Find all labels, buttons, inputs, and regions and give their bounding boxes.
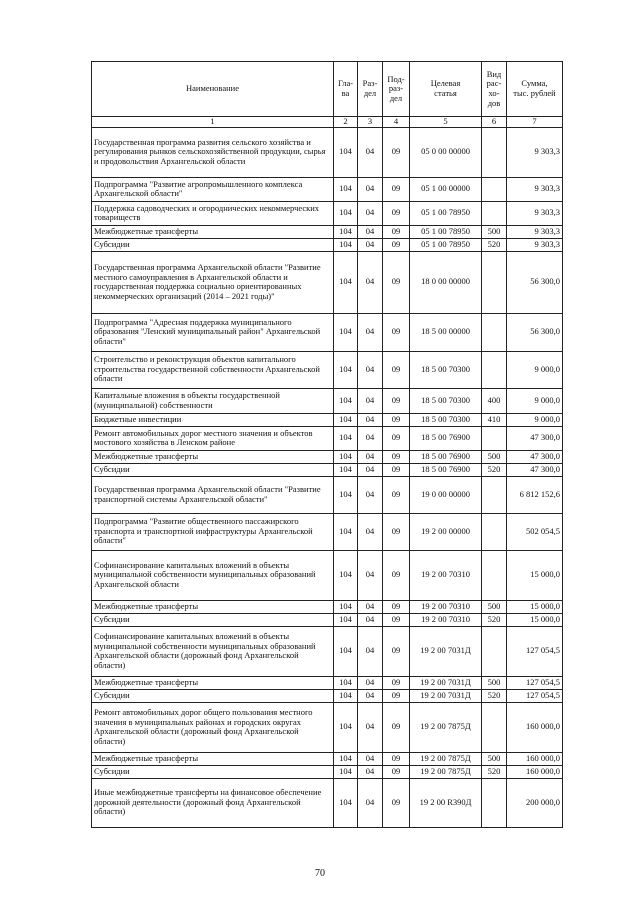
row-name: Межбюджетные трансферты <box>92 600 334 613</box>
row-expense-type: 500 <box>482 450 507 463</box>
row-section: 04 <box>358 676 383 689</box>
row-chapter: 104 <box>334 225 358 238</box>
row-target: 19 2 00 7875Д <box>410 765 482 778</box>
row-amount: 6 812 152,6 <box>507 476 563 513</box>
row-target: 05 0 00 00000 <box>410 127 482 177</box>
row-expense-type <box>482 426 507 450</box>
table-row <box>92 550 563 600</box>
row-subsection: 09 <box>383 426 410 450</box>
row-target: 18 5 00 70300 <box>410 388 482 413</box>
row-target: 19 2 00 7031Д <box>410 689 482 702</box>
row-subsection: 09 <box>383 513 410 550</box>
row-target: 19 2 00 7031Д <box>410 676 482 689</box>
table-row <box>92 450 563 463</box>
row-target: 05 1 00 00000 <box>410 177 482 201</box>
column-number: 6 <box>482 117 507 128</box>
row-amount: 160 000,0 <box>507 752 563 765</box>
row-section: 04 <box>358 313 383 351</box>
column-number: 3 <box>358 117 383 128</box>
table-row <box>92 127 563 177</box>
row-expense-type: 520 <box>482 689 507 702</box>
row-name: Строительство и реконструкция объектов капитального строительства государственной собственности Архангельской области <box>92 351 334 388</box>
row-section: 04 <box>358 388 383 413</box>
header-amount: Сумма, тыс. рублей <box>507 62 563 117</box>
row-subsection: 09 <box>383 752 410 765</box>
table-row <box>92 201 563 225</box>
row-chapter: 104 <box>334 752 358 765</box>
column-number: 5 <box>410 117 482 128</box>
table-row <box>92 238 563 251</box>
row-name: Субсидии <box>92 463 334 476</box>
header-name: Наименование <box>92 62 334 117</box>
row-target: 18 5 00 76900 <box>410 463 482 476</box>
row-amount: 9 303,3 <box>507 238 563 251</box>
row-section: 04 <box>358 238 383 251</box>
row-name: Капитальные вложения в объекты государственной (муниципальной) собственности <box>92 388 334 413</box>
row-section: 04 <box>358 626 383 676</box>
row-expense-type <box>482 476 507 513</box>
row-expense-type <box>482 251 507 313</box>
row-chapter: 104 <box>334 600 358 613</box>
row-section: 04 <box>358 550 383 600</box>
row-target: 19 2 00 7875Д <box>410 702 482 752</box>
row-section: 04 <box>358 778 383 827</box>
table-row <box>92 177 563 201</box>
row-name: Софинансирование капитальных вложений в объекты муниципальной собственности муниципальных образований Архангельской области <box>92 550 334 600</box>
table-row <box>92 463 563 476</box>
row-expense-type: 400 <box>482 388 507 413</box>
header-expense-type: Вид рас- хо- дов <box>482 62 507 117</box>
row-chapter: 104 <box>334 513 358 550</box>
row-target: 18 5 00 76900 <box>410 450 482 463</box>
row-target: 05 1 00 78950 <box>410 225 482 238</box>
row-subsection: 09 <box>383 702 410 752</box>
column-number: 2 <box>334 117 358 128</box>
row-name: Поддержка садоводческих и огороднических некоммерческих товариществ <box>92 201 334 225</box>
row-name: Иные межбюджетные трансферты на финансовое обеспечение дорожной деятельности (дорожный фонд Архангельской области) <box>92 778 334 827</box>
row-name: Межбюджетные трансферты <box>92 225 334 238</box>
row-chapter: 104 <box>334 463 358 476</box>
row-target: 19 2 00 7031Д <box>410 626 482 676</box>
row-amount: 9 303,3 <box>507 225 563 238</box>
row-amount: 502 054,5 <box>507 513 563 550</box>
table-row <box>92 702 563 752</box>
row-chapter: 104 <box>334 765 358 778</box>
row-expense-type <box>482 351 507 388</box>
page-number: 70 <box>315 868 325 879</box>
row-name: Ремонт автомобильных дорог общего пользования местного значения в муниципальных районах и городских округах Архангельской области (дорожный фонд Архангельской области) <box>92 702 334 752</box>
row-chapter: 104 <box>334 689 358 702</box>
row-subsection: 09 <box>383 225 410 238</box>
row-subsection: 09 <box>383 676 410 689</box>
row-amount: 15 000,0 <box>507 550 563 600</box>
row-section: 04 <box>358 765 383 778</box>
row-target: 19 2 00 00000 <box>410 513 482 550</box>
row-subsection: 09 <box>383 600 410 613</box>
row-name: Межбюджетные трансферты <box>92 752 334 765</box>
row-name: Субсидии <box>92 689 334 702</box>
row-amount: 127 054,5 <box>507 626 563 676</box>
row-section: 04 <box>358 476 383 513</box>
row-name: Подпрограмма "Адресная поддержка муниципального образования "Ленский муниципальный район" Архангельской области" <box>92 313 334 351</box>
row-subsection: 09 <box>383 550 410 600</box>
row-target: 05 1 00 78950 <box>410 201 482 225</box>
row-expense-type: 410 <box>482 413 507 426</box>
row-subsection: 09 <box>383 388 410 413</box>
column-number: 1 <box>92 117 334 128</box>
row-expense-type: 500 <box>482 752 507 765</box>
row-section: 04 <box>358 351 383 388</box>
row-section: 04 <box>358 225 383 238</box>
row-name: Государственная программа Архангельской области "Развитие местного самоуправления в Архангельской области и государственная поддержка социально ориентированных некоммерческих организаций (2014 – 2021 годы)" <box>92 251 334 313</box>
row-subsection: 09 <box>383 238 410 251</box>
column-number-row <box>92 117 563 128</box>
row-chapter: 104 <box>334 238 358 251</box>
table-row <box>92 388 563 413</box>
row-chapter: 104 <box>334 476 358 513</box>
row-expense-type: 500 <box>482 225 507 238</box>
row-amount: 9 000,0 <box>507 351 563 388</box>
header-section: Раз- дел <box>358 62 383 117</box>
column-number: 4 <box>383 117 410 128</box>
row-target: 18 5 00 76900 <box>410 426 482 450</box>
row-name: Межбюджетные трансферты <box>92 676 334 689</box>
row-subsection: 09 <box>383 765 410 778</box>
budget-table <box>91 61 563 828</box>
row-chapter: 104 <box>334 388 358 413</box>
row-amount: 160 000,0 <box>507 702 563 752</box>
row-name: Подпрограмма "Развитие агропромышленного комплекса Архангельской области" <box>92 177 334 201</box>
row-expense-type <box>482 702 507 752</box>
row-target: 18 5 00 70300 <box>410 413 482 426</box>
row-section: 04 <box>358 463 383 476</box>
row-subsection: 09 <box>383 313 410 351</box>
row-expense-type <box>482 177 507 201</box>
row-subsection: 09 <box>383 778 410 827</box>
row-chapter: 104 <box>334 626 358 676</box>
table-row <box>92 626 563 676</box>
row-amount: 47 300,0 <box>507 450 563 463</box>
row-name: Субсидии <box>92 613 334 626</box>
row-section: 04 <box>358 413 383 426</box>
row-name: Подпрограмма "Развитие общественного пассажирского транспорта и транспортной инфраструктуры Архангельской области" <box>92 513 334 550</box>
row-target: 19 0 00 00000 <box>410 476 482 513</box>
row-chapter: 104 <box>334 426 358 450</box>
table-row <box>92 413 563 426</box>
row-target: 19 2 00 70310 <box>410 600 482 613</box>
row-name: Государственная программа развития сельского хозяйства и регулирования рынков сельскохозяйственной продукции, сырья и продовольствия Архангельской области <box>92 127 334 177</box>
row-target: 19 2 00 7875Д <box>410 752 482 765</box>
table-row <box>92 251 563 313</box>
row-amount: 9 303,3 <box>507 201 563 225</box>
row-target: 18 0 00 00000 <box>410 251 482 313</box>
table-body <box>92 127 563 827</box>
header-chapter: Гла- ва <box>334 62 358 117</box>
row-section: 04 <box>358 600 383 613</box>
row-section: 04 <box>358 752 383 765</box>
table-row <box>92 476 563 513</box>
row-amount: 200 000,0 <box>507 778 563 827</box>
table-row <box>92 613 563 626</box>
row-chapter: 104 <box>334 702 358 752</box>
row-amount: 56 300,0 <box>507 251 563 313</box>
row-name: Государственная программа Архангельской области "Развитие транспортной системы Архангельской области" <box>92 476 334 513</box>
row-chapter: 104 <box>334 201 358 225</box>
row-chapter: 104 <box>334 351 358 388</box>
row-chapter: 104 <box>334 413 358 426</box>
row-amount: 9 000,0 <box>507 413 563 426</box>
row-chapter: 104 <box>334 778 358 827</box>
table-row <box>92 426 563 450</box>
row-name: Субсидии <box>92 238 334 251</box>
row-amount: 47 300,0 <box>507 463 563 476</box>
row-subsection: 09 <box>383 413 410 426</box>
row-expense-type: 520 <box>482 463 507 476</box>
header-row <box>92 62 563 117</box>
row-name: Субсидии <box>92 765 334 778</box>
row-amount: 9 303,3 <box>507 127 563 177</box>
row-amount: 56 300,0 <box>507 313 563 351</box>
table-row <box>92 765 563 778</box>
row-amount: 47 300,0 <box>507 426 563 450</box>
row-amount: 9 000,0 <box>507 388 563 413</box>
table-row <box>92 351 563 388</box>
row-amount: 127 054,5 <box>507 676 563 689</box>
row-expense-type <box>482 550 507 600</box>
row-section: 04 <box>358 689 383 702</box>
row-chapter: 104 <box>334 613 358 626</box>
row-chapter: 104 <box>334 450 358 463</box>
row-section: 04 <box>358 127 383 177</box>
row-subsection: 09 <box>383 127 410 177</box>
row-section: 04 <box>358 177 383 201</box>
row-subsection: 09 <box>383 450 410 463</box>
row-subsection: 09 <box>383 177 410 201</box>
row-subsection: 09 <box>383 351 410 388</box>
table-row <box>92 225 563 238</box>
table-row <box>92 778 563 827</box>
row-section: 04 <box>358 450 383 463</box>
row-target: 18 5 00 70300 <box>410 351 482 388</box>
row-expense-type <box>482 778 507 827</box>
row-amount: 160 000,0 <box>507 765 563 778</box>
row-subsection: 09 <box>383 251 410 313</box>
row-chapter: 104 <box>334 127 358 177</box>
row-section: 04 <box>358 613 383 626</box>
row-expense-type: 520 <box>482 613 507 626</box>
row-subsection: 09 <box>383 476 410 513</box>
row-target: 19 2 00 70310 <box>410 550 482 600</box>
row-subsection: 09 <box>383 201 410 225</box>
header-subsection: Под- раз- дел <box>383 62 410 117</box>
row-expense-type <box>482 513 507 550</box>
row-chapter: 104 <box>334 676 358 689</box>
row-name: Ремонт автомобильных дорог местного значения и объектов мостового хозяйства в Ленском районе <box>92 426 334 450</box>
table-row <box>92 513 563 550</box>
row-name: Межбюджетные трансферты <box>92 450 334 463</box>
row-section: 04 <box>358 251 383 313</box>
row-section: 04 <box>358 201 383 225</box>
row-subsection: 09 <box>383 689 410 702</box>
row-target: 19 2 00 R390Д <box>410 778 482 827</box>
row-subsection: 09 <box>383 626 410 676</box>
table-row <box>92 689 563 702</box>
table-row <box>92 676 563 689</box>
row-chapter: 104 <box>334 251 358 313</box>
row-name: Софинансирование капитальных вложений в объекты муниципальной собственности муниципальных образований Архангельской области (дорожный фонд Архангельской области) <box>92 626 334 676</box>
row-target: 18 5 00 00000 <box>410 313 482 351</box>
row-expense-type: 520 <box>482 765 507 778</box>
column-number: 7 <box>507 117 563 128</box>
row-expense-type <box>482 201 507 225</box>
budget-sheet <box>91 61 562 828</box>
row-amount: 15 000,0 <box>507 613 563 626</box>
table-row <box>92 752 563 765</box>
row-expense-type <box>482 313 507 351</box>
row-subsection: 09 <box>383 613 410 626</box>
table-row <box>92 313 563 351</box>
row-name: Бюджетные инвестиции <box>92 413 334 426</box>
row-expense-type: 500 <box>482 676 507 689</box>
header-target: Целевая статья <box>410 62 482 117</box>
row-section: 04 <box>358 426 383 450</box>
row-section: 04 <box>358 702 383 752</box>
row-section: 04 <box>358 513 383 550</box>
row-amount: 9 303,3 <box>507 177 563 201</box>
row-subsection: 09 <box>383 463 410 476</box>
row-chapter: 104 <box>334 177 358 201</box>
table-row <box>92 600 563 613</box>
row-expense-type <box>482 127 507 177</box>
row-target: 19 2 00 70310 <box>410 613 482 626</box>
row-expense-type: 520 <box>482 238 507 251</box>
row-amount: 127 054,5 <box>507 689 563 702</box>
row-chapter: 104 <box>334 550 358 600</box>
row-chapter: 104 <box>334 313 358 351</box>
row-expense-type <box>482 626 507 676</box>
row-amount: 15 000,0 <box>507 600 563 613</box>
row-expense-type: 500 <box>482 600 507 613</box>
row-target: 05 1 00 78950 <box>410 238 482 251</box>
